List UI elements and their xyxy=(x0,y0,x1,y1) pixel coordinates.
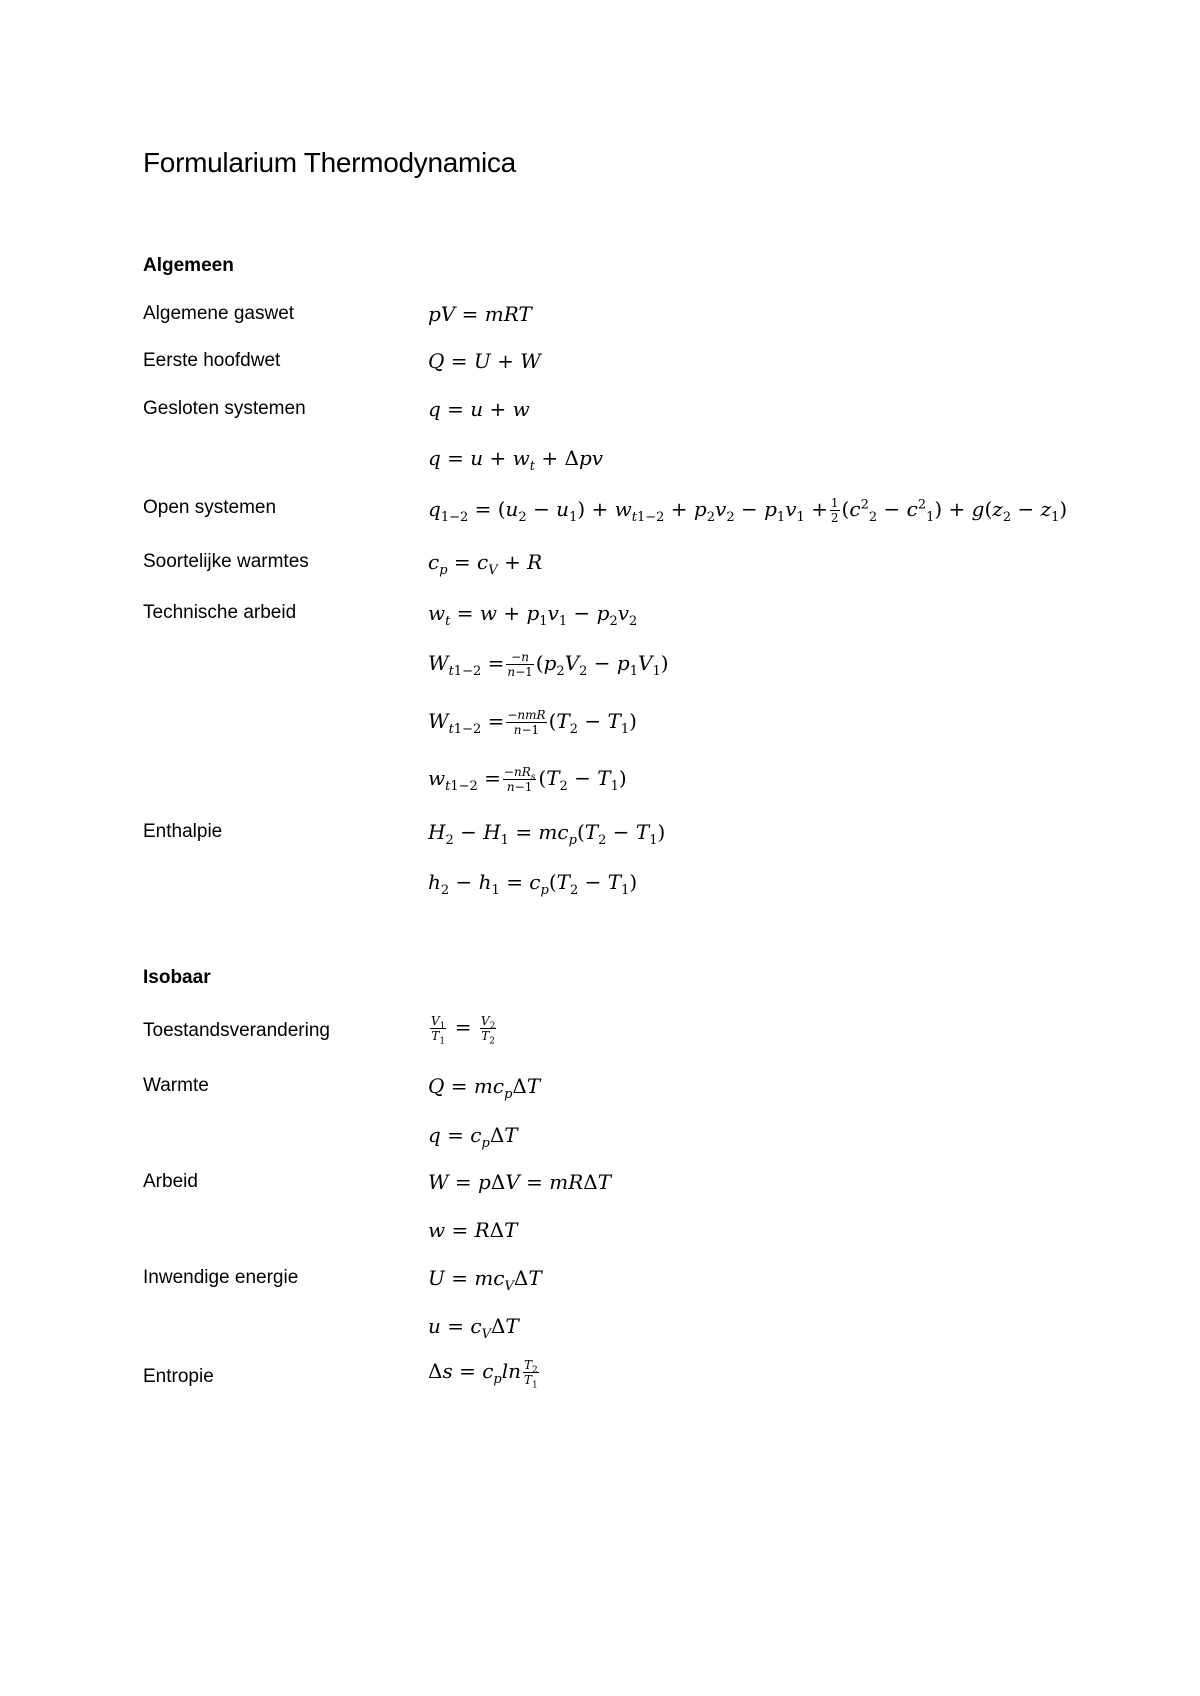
formula-technische-arbeid-3: $W_{t1-2}$ = $\frac{\text{−nmR}}{n-1}$ $(T_2 - T_1)$ xyxy=(428,708,637,737)
formula-gesloten-systemen-1: q = u + w xyxy=(428,397,530,421)
formula-warmte-1: $Q = mc_p\Delta T$ xyxy=(428,1074,541,1102)
fraction-half: $\frac{1}{2}$ xyxy=(830,496,839,525)
formula-warmte-2: $q = c_p\Delta T$ xyxy=(428,1123,518,1151)
fraction-n: $\frac{-n}{n-1}$ xyxy=(507,650,533,679)
formula-soortelijke-warmtes: $c_p = c_V + R$ xyxy=(428,550,543,578)
formula-inwendige-energie-2: $u = c_V\Delta T$ xyxy=(428,1314,519,1342)
label-gesloten-systemen: Gesloten systemen xyxy=(143,398,306,419)
label-entropie: Entropie xyxy=(143,1366,214,1387)
label-eerste-hoofdwet: Eerste hoofdwet xyxy=(143,350,281,371)
fraction-nRs: $\frac{-nR_s}{n-1}$ xyxy=(503,765,536,794)
label-open-systemen: Open systemen xyxy=(143,497,277,518)
section-heading-algemeen: Algemeen xyxy=(143,255,234,276)
formula-enthalpie-2: $h_2 - h_1 = c_p(T_2 - T_1)$ xyxy=(428,870,638,898)
label-technische-arbeid: Technische arbeid xyxy=(143,602,297,623)
label-arbeid: Arbeid xyxy=(143,1171,198,1192)
section-heading-isobaar: Isobaar xyxy=(143,967,211,988)
document-title: Formularium Thermodynamica xyxy=(143,147,516,178)
label-algemene-gaswet: Algemene gaswet xyxy=(143,303,295,324)
formula-enthalpie-1: $H_2 - H_1 = mc_p(T_2 - T_1)$ xyxy=(428,820,666,848)
formula-technische-arbeid-1: $w_t = w + p_1v_1 - p_2v_2$ xyxy=(428,601,638,629)
formula-entropie: $\Delta s = c_p\ln$ $\frac{T_2}{T_1}$ xyxy=(428,1358,538,1391)
label-inwendige-energie: Inwendige energie xyxy=(143,1267,299,1288)
label-warmte: Warmte xyxy=(143,1075,209,1096)
fraction-t2-t1: $\frac{T_2}{T_1}$ xyxy=(524,1358,538,1391)
fraction-v2-t2: $\frac{V_2}{T_2}$ xyxy=(480,1014,496,1047)
formula-algemene-gaswet: pV = mRT xyxy=(428,302,532,326)
formula-arbeid-2: w = RΔT xyxy=(428,1218,518,1242)
fraction-v1-t1: $\frac{V_1}{T_1}$ xyxy=(431,1014,446,1047)
label-toestandsverandering: Toestandsverandering xyxy=(143,1020,330,1041)
formula-technische-arbeid-4: $w_{t1-2}$ = $\frac{-nR_s}{n-1}$ $(T_2 - T_1)$ xyxy=(428,765,627,794)
formula-inwendige-energie-1: $U = mc_V\Delta T$ xyxy=(428,1266,542,1294)
formula-gesloten-systemen-2: $q = u + w_t + \Delta pv$ xyxy=(428,446,604,474)
formula-eerste-hoofdwet: Q = U + W xyxy=(428,349,541,373)
formula-toestandsverandering: $\frac{V_1}{T_1}$ = $\frac{V_2}{T_2}$ xyxy=(431,1014,496,1047)
label-enthalpie: Enthalpie xyxy=(143,821,223,842)
formula-arbeid-1: W = pΔV = mRΔT xyxy=(428,1170,612,1194)
fraction-nmR: $\frac{\text{−nmR}}{n-1}$ xyxy=(507,708,546,737)
formula-open-systemen: $q_{1-2} = (u_2 - u_1) + w_{t1-2} + p_2v_2 - p_1v_1$ + $\frac{1}{2}$ $(c^2_2 - c^2_1) + g(z_2 - z_1)$ xyxy=(428,496,1068,525)
formula-technische-arbeid-2: $W_{t1-2}$ = $\frac{-n}{n-1}$ $(p_2V_2 - p_1V_1)$ xyxy=(428,650,669,679)
label-soortelijke-warmtes: Soortelijke warmtes xyxy=(143,551,309,572)
